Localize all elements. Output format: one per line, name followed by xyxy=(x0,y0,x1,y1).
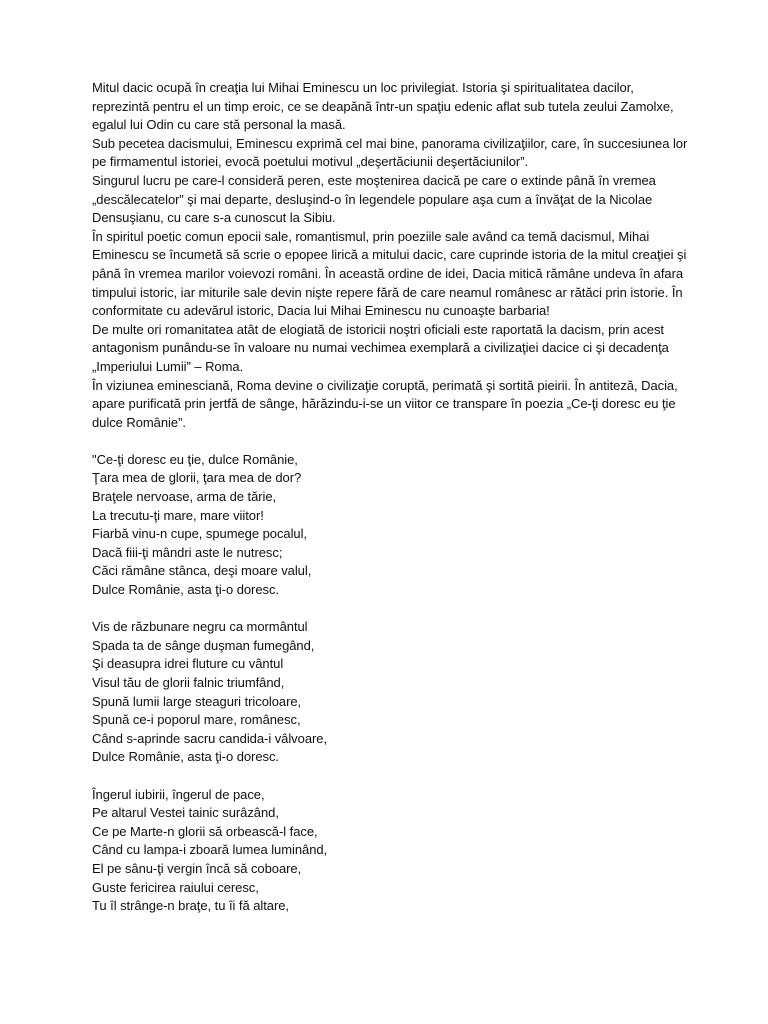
verse-line: Ce pe Marte-n glorii să orbească-l face, xyxy=(92,823,318,839)
verse-line: Dulce Românie, asta ţi-o doresc. xyxy=(92,749,279,765)
verse-line: Fiarbă vinu-n cupe, spumege pocalul, xyxy=(92,526,307,542)
verse-line: Guste fericirea raiului ceresc, xyxy=(92,879,259,895)
verse-line: Tu îl strânge-n braţe, tu îi fă altare, xyxy=(92,898,289,914)
paragraph: Mitul dacic ocupă în creaţia lui Mihai Eminescu un loc privilegiat. Istoria şi spiritualitatea dacilor, reprezintă pentru el un timp eroic, ce se deapănă într-un spaţiu edenic aflat sub tutela zeului Zamolxe, egalul lui Odin cu care stă personal la masă. xyxy=(92,80,674,133)
verse-line: Căci rămâne stânca, deşi moare valul, xyxy=(92,563,312,579)
verse-line: Ţara mea de glorii, ţara mea de dor? xyxy=(92,470,302,486)
verse-line: Când s-aprinde sacru candida-i vâlvoare, xyxy=(92,730,328,746)
verse-line: Spună lumii large steaguri tricoloare, xyxy=(92,693,302,709)
verse-line: Dacă fiii-ţi mândri aste le nutresc; xyxy=(92,544,283,560)
verse-line: Şi deasupra idrei fluture cu vântul xyxy=(92,656,284,672)
document-page xyxy=(92,79,692,916)
verse-line: Vis de răzbunare negru ca mormântul xyxy=(92,619,308,635)
paragraph: În spiritul poetic comun epocii sale, romantismul, prin poeziile sale având ca temă dacismul, Mihai Eminescu se încumetă să scrie o epopee lirică a mitului dacic, care cuprinde istoria de la mitul creaţiei şi până în vremea marilor voievozi români. În această ordine de idei, Dacia mitică rămâne undeva în afara timpului istoric, iar miturile sale devin nişte repere fără de care neamul românesc ar rătăci prin istorie. În conformitate cu adevărul istoric, Dacia lui Mihai Eminescu nu cunoaşte barbaria! xyxy=(92,228,687,319)
verse-line: El pe sânu-ţi vergin încă să coboare, xyxy=(92,860,302,876)
poem-stanza xyxy=(92,786,692,916)
verse-line: Pe altarul Vestei tainic surâzând, xyxy=(92,805,279,821)
verse-line: Visul tău de glorii falnic triumfând, xyxy=(92,675,285,690)
verse-line: Dulce Românie, asta ţi-o doresc. xyxy=(92,582,279,598)
verse-line: "Ce-ţi doresc eu ţie, dulce Românie, xyxy=(92,451,298,467)
verse-line: Îngerul iubirii, îngerul de pace, xyxy=(92,786,265,802)
verse-line: Spună ce-i poporul mare, românesc, xyxy=(92,712,301,728)
paragraph: Singurul lucru pe care-l consideră peren, este moştenirea dacică pe care o extinde până în vremea „descălecatelor” şi mai departe, desluşind-o în legendele populare aşa cum a învăţat de la Nicolae Densuşianu, cu care s-a cunoscut la Sibiu. xyxy=(92,172,656,226)
verse-line: La trecutu-ţi mare, mare viitor! xyxy=(92,507,264,523)
paragraph: Sub pecetea dacismului, Eminescu exprimă cel mai bine, panorama civilizaţiilor, care, în succesiunea lor pe firmamentul istoriei, evocă poetului motivul „deşertăciunii deşertăciunilor”. xyxy=(92,135,688,170)
verse-line: Braţele nervoase, arma de tărie, xyxy=(92,489,277,505)
poem-stanza xyxy=(92,451,692,600)
paragraph: În viziunea eminesciană, Roma devine o civilizaţie coruptă, perimată şi sortită pieirii. În antiteză, Dacia, apare purificată prin jertfă de sânge, hărăzindu-i-se un viitor ce transpare în poezia „Ce-ţi doresc eu ţie dulce Românie”. xyxy=(92,377,678,430)
verse-line: Spada ta de sânge duşman fumegând, xyxy=(92,637,315,653)
poem-stanza xyxy=(92,618,692,767)
verse-line: Când cu lampa-i zboară lumea luminând, xyxy=(92,842,328,858)
poem xyxy=(92,451,692,916)
paragraph: De multe ori romanitatea atât de elogiată de istoricii noştri oficiali este raportată la dacism, prin acest antagonism punându-se în valoare nu numai vechimea exemplară a civilizaţiei dacice ci şi decadenţa „Imperiului Lumii” – Roma. xyxy=(92,321,669,374)
document-body xyxy=(92,79,692,432)
